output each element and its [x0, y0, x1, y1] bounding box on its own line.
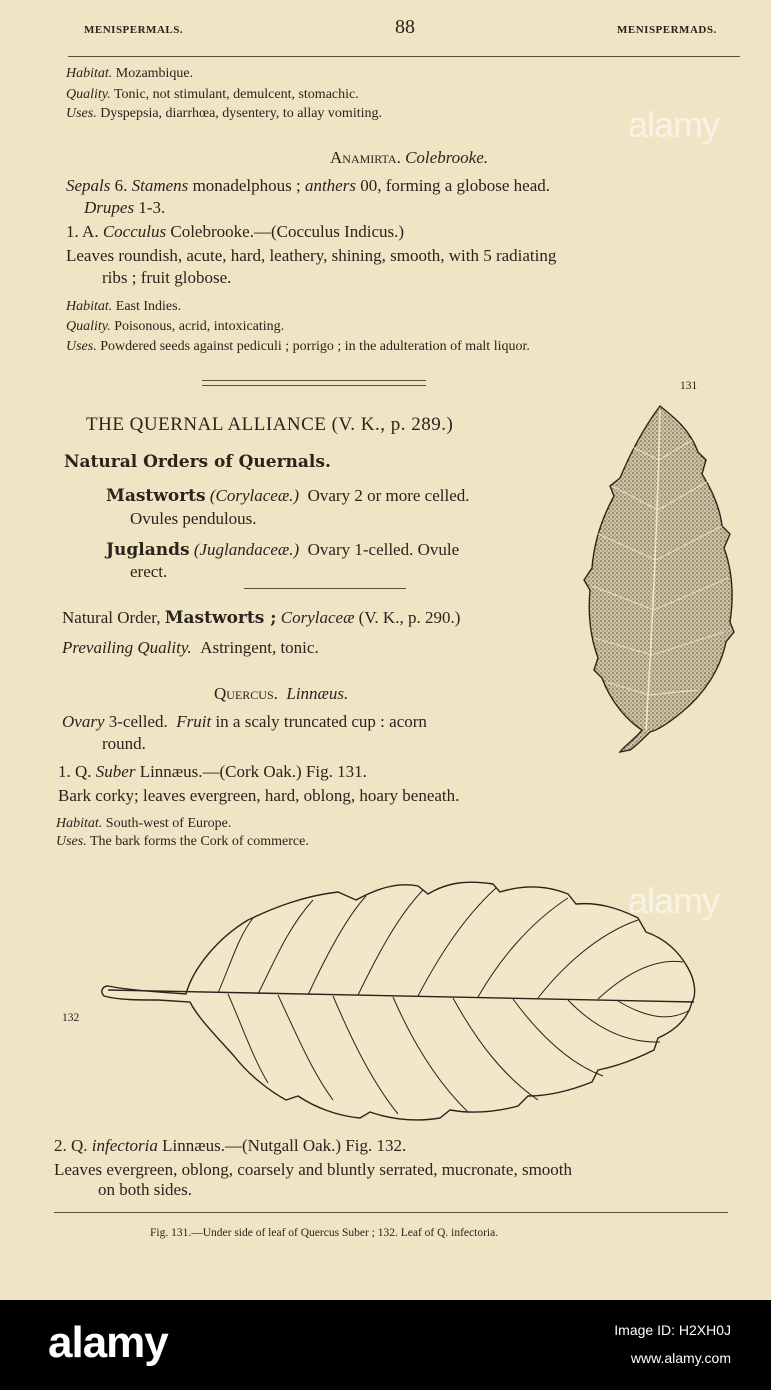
quernal-title: THE QUERNAL ALLIANCE (V. K., p. 289.)	[86, 414, 454, 435]
infectoria-desc1: Leaves evergreen, oblong, coarsely and bluntly serrated, mucronate, smooth	[54, 1160, 573, 1179]
suber-species: 1. Q. Suber Linnæus.—(Cork Oak.) Fig. 131.	[58, 762, 367, 781]
caption-rule	[54, 1212, 728, 1213]
anamirta-species: 1. A. Cocculus Colebrooke.—(Cocculus Indicus.)	[66, 222, 405, 241]
infectoria-desc2: on both sides.	[98, 1180, 192, 1199]
running-header-left: MENISPERMALS.	[84, 24, 184, 36]
juglands-line1: Juglands (Juglandaceæ.) Ovary 1-celled. Ovule	[106, 540, 460, 560]
header-rule	[68, 56, 740, 57]
mastworts-line2: Ovules pendulous.	[130, 509, 257, 528]
site-url[interactable]: www.alamy.com	[630, 1350, 731, 1366]
mastworts-line1: Mastworts (Corylaceæ.) Ovary 2 or more celled.	[106, 486, 470, 506]
infectoria-species: 2. Q. infectoria Linnæus.—(Nutgall Oak.) Fig. 132.	[54, 1136, 407, 1155]
quercus-line1: Ovary 3-celled. Fruit in a scaly truncated cup : acorn	[62, 712, 427, 731]
anamirta-desc2: ribs ; fruit globose.	[102, 268, 232, 287]
anamirta-desc1: Leaves roundish, acute, hard, leathery, shining, smooth, with 5 radiating	[66, 246, 557, 265]
section-rule-top	[202, 380, 426, 381]
watermark-text: alamy	[628, 880, 720, 921]
fig131-cork-oak-leaf-illustration	[580, 400, 740, 760]
section-rule-bottom	[202, 385, 426, 386]
orders-heading: Natural Orders of Quernals.	[64, 452, 331, 472]
natural-order-line: Natural Order, Mastworts ; Corylaceæ (V. K., p. 290.)	[62, 608, 461, 628]
figure-caption: Fig. 131.—Under side of leaf of Quercus Suber ; 132. Leaf of Q. infectoria.	[150, 1227, 499, 1239]
anamirta-quality: Quality. Poisonous, acrid, intoxicating.	[66, 319, 285, 334]
prev-habitat: Habitat. Mozambique.	[66, 66, 194, 81]
anamirta-uses: Uses. Powdered seeds against pediculi ; porrigo ; in the adulteration of malt liquor.	[66, 339, 530, 354]
page-number: 88	[395, 16, 415, 38]
order-rule	[244, 588, 406, 589]
quercus-line2: round.	[102, 734, 146, 753]
suber-habitat: Habitat. South-west of Europe.	[56, 816, 232, 831]
fig131-label: 131	[680, 380, 698, 392]
suber-desc: Bark corky; leaves evergreen, hard, oblong, hoary beneath.	[58, 786, 460, 805]
anamirta-line2: Drupes 1-3.	[84, 198, 166, 217]
fig132-nutgall-oak-leaf-illustration	[98, 878, 698, 1128]
prev-quality: Quality. Tonic, not stimulant, demulcent, stomachic.	[66, 87, 359, 102]
quercus-heading: Quercus. Linnæus.	[214, 684, 349, 703]
running-header-right: MENISPERMADS.	[617, 24, 717, 36]
prevailing-quality: Prevailing Quality. Astringent, tonic.	[62, 638, 319, 657]
prev-uses: Uses. Dyspepsia, diarrhœa, dysentery, to allay vomiting.	[66, 106, 382, 121]
anamirta-habitat: Habitat. East Indies.	[66, 299, 182, 314]
anamirta-heading: Anamirta. Colebrooke.	[330, 148, 489, 167]
watermark-text: alamy	[628, 104, 720, 145]
stock-logo: alamy	[48, 1318, 168, 1367]
suber-uses: Uses. The bark forms the Cork of commerce.	[56, 834, 309, 849]
anamirta-line1: Sepals 6. Stamens monadelphous ; anthers 00, forming a globose head.	[66, 176, 550, 195]
juglands-line2: erect.	[130, 562, 168, 581]
image-id: Image ID: H2XH0J	[614, 1322, 731, 1338]
fig132-label: 132	[62, 1012, 80, 1024]
